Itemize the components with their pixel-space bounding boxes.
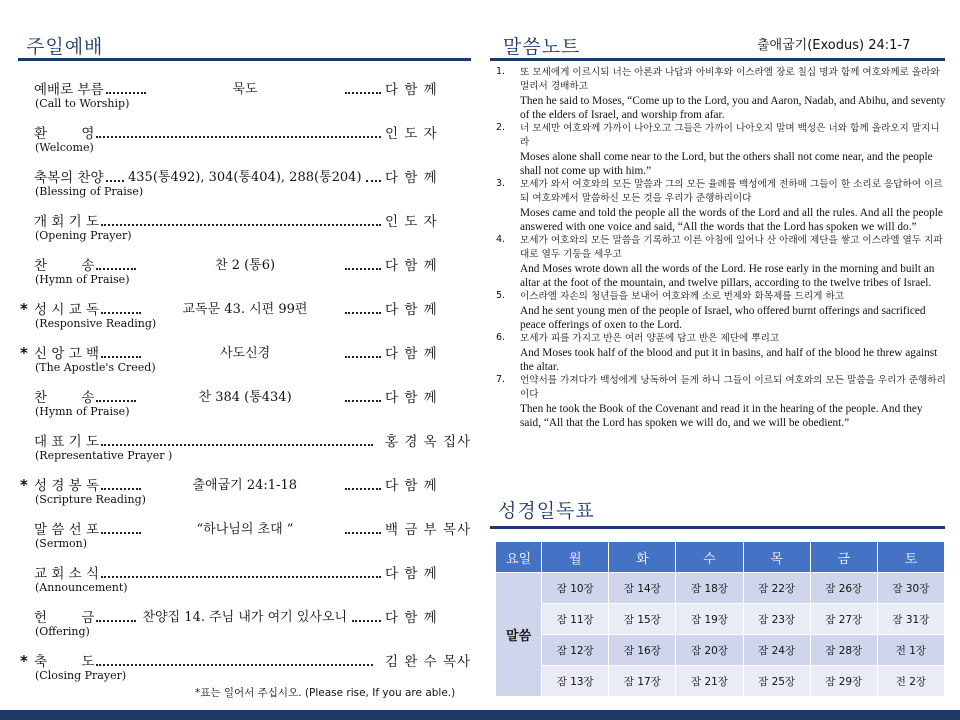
reading-cell: 잠 14장 — [609, 573, 676, 604]
verse-list — [496, 66, 946, 430]
reading-cell: 잠 23장 — [743, 604, 810, 635]
notes-title: 말씀노트 — [503, 36, 581, 58]
reading-row — [496, 573, 945, 604]
dot-leader — [101, 346, 141, 358]
worship-title-rule — [18, 58, 471, 61]
order-item-leader: 다 함 께 — [385, 346, 438, 362]
day-header: 토 — [877, 542, 944, 573]
reading-cell: 잠 11장 — [542, 604, 609, 635]
order-item-name: 교 회 소 식 — [34, 566, 100, 582]
dot-leader — [366, 170, 381, 182]
order-item-detail: “하나님의 초대 ” — [196, 522, 294, 537]
reading-cell: 잠 10장 — [542, 573, 609, 604]
reading-cell: 전 1장 — [877, 635, 944, 666]
dot-leader — [345, 258, 381, 270]
order-item-name: 예배로 부름 — [34, 82, 104, 98]
order-item — [20, 474, 460, 514]
order-item-leader: 인 도 자 — [385, 214, 438, 230]
order-item — [20, 430, 472, 470]
reading-cell: 잠 26장 — [810, 573, 877, 604]
order-item-english: (Blessing of Praise) — [35, 185, 144, 198]
verse-korean: 모세가 와서 여호와의 모든 말씀과 그의 모든 율례를 백성에게 전하매 그들이 한 소리로 응답하여 이르되 여호와께서 말씀하신 모든 것을 우리가 준행하리이다 — [520, 179, 943, 204]
order-item-leader: 다 함 께 — [385, 610, 438, 626]
verse-english: And he sent young men of the people of Israel, who offered burnt offerings and sacrificed peace offerings of oxen to the Lord. — [520, 305, 926, 331]
verse-number: 4. — [496, 234, 506, 245]
verse-korean: 너 모세만 여호와께 가까이 나아오고 그들은 가까이 나아오지 말며 백성은 너와 함께 올라오지 말지니라 — [520, 123, 940, 148]
order-item-name: 헌 금 — [34, 610, 95, 626]
reading-cell: 잠 29장 — [810, 666, 877, 697]
verse-korean: 또 모세에게 이르시되 너는 아론과 나답과 아비후와 이스라엘 장로 칠십 명과 함께 여호와께로 올라와 멀리서 경배하고 — [520, 67, 940, 92]
dot-leader — [101, 478, 141, 490]
order-item-english: (Opening Prayer) — [35, 229, 132, 242]
dot-leader — [106, 170, 124, 182]
verse-korean: 모세가 피를 가지고 반은 여러 양푼에 담고 반은 제단에 뿌리고 — [520, 333, 780, 344]
order-item-name: 축복의 찬양 — [34, 170, 104, 186]
reading-cell: 전 2장 — [877, 666, 944, 697]
verse-item — [496, 178, 946, 234]
order-item-name: 성 경 봉 독 — [34, 478, 100, 494]
reading-cell: 잠 21장 — [676, 666, 743, 697]
order-item-name: 찬 송 — [34, 390, 95, 406]
order-item — [20, 298, 460, 338]
order-item — [20, 650, 472, 690]
reading-title: 성경일독표 — [498, 500, 595, 522]
order-item — [20, 122, 460, 162]
required-stand-marker: * — [20, 652, 28, 670]
order-item — [20, 606, 460, 646]
reading-cell: 잠 19장 — [676, 604, 743, 635]
order-item-detail: 435(통492), 304(통404), 288(통204) — [128, 170, 362, 185]
reading-title-rule — [490, 526, 945, 529]
order-item — [20, 562, 460, 602]
day-header: 화 — [609, 542, 676, 573]
order-item — [20, 78, 460, 118]
order-item-english: (Call to Worship) — [35, 97, 130, 110]
order-item-detail: 찬 384 (통434) — [198, 390, 292, 405]
dot-leader — [96, 126, 381, 138]
order-item-english: (Offering) — [35, 625, 90, 638]
verse-number: 1. — [496, 66, 506, 77]
dot-leader — [101, 522, 141, 534]
order-item — [20, 518, 472, 558]
dot-leader — [101, 434, 373, 446]
order-item-english: (Scripture Reading) — [35, 493, 146, 506]
order-item-detail: 찬양집 14. 주님 내가 여기 있사오니 — [142, 610, 348, 625]
order-item-name: 찬 송 — [34, 258, 95, 274]
order-item — [20, 386, 460, 426]
order-item-leader: 다 함 께 — [385, 170, 438, 186]
verse-item — [496, 374, 946, 430]
dot-leader — [106, 82, 146, 94]
order-item — [20, 166, 460, 206]
reading-header-row — [496, 542, 945, 573]
reading-row — [496, 604, 945, 635]
reading-cell: 잠 15장 — [609, 604, 676, 635]
order-item-leader: 다 함 께 — [385, 82, 438, 98]
worship-title: 주일예배 — [26, 36, 104, 58]
required-stand-marker: * — [20, 344, 28, 362]
dot-leader — [101, 302, 141, 314]
order-item-name: 대 표 기 도 — [34, 434, 100, 450]
order-item-detail: 사도신경 — [220, 346, 271, 361]
order-item-english: (Representative Prayer ) — [35, 449, 173, 462]
day-header: 목 — [743, 542, 810, 573]
verse-korean: 모세가 여호와의 모든 말씀을 기록하고 이른 아침에 일어나 산 아래에 제단을 쌓고 이스라엘 열두 지파대로 열두 기둥을 세우고 — [520, 235, 943, 260]
reading-cell: 잠 16장 — [609, 635, 676, 666]
order-item-leader: 백 금 부 목사 — [385, 522, 472, 538]
order-item-name: 신 앙 고 백 — [34, 346, 100, 362]
dot-leader — [96, 610, 136, 622]
order-item-detail: 교독문 43. 시편 99편 — [182, 302, 308, 317]
verse-item — [496, 290, 946, 332]
reading-cell: 잠 30장 — [877, 573, 944, 604]
verse-number: 6. — [496, 332, 506, 343]
verse-number: 5. — [496, 290, 506, 301]
order-item-english: (Responsive Reading) — [35, 317, 157, 330]
order-item-detail: 묵도 — [232, 82, 258, 97]
order-item-name: 축 도 — [34, 654, 95, 670]
order-item-english: (Hymn of Praise) — [35, 273, 130, 286]
order-item-leader: 다 함 께 — [385, 258, 438, 274]
order-item-english: (Welcome) — [35, 141, 94, 154]
footer-bar — [0, 710, 960, 720]
verse-english: And Moses wrote down all the words of the Lord. He rose early in the morning and built an altar at the foot of the mountain, and twelve pillars, according to the twelve tribes of Israel. — [520, 263, 935, 289]
verse-number: 7. — [496, 374, 506, 385]
day-header: 수 — [676, 542, 743, 573]
day-header: 금 — [810, 542, 877, 573]
order-item — [20, 342, 460, 382]
verse-item — [496, 122, 946, 178]
day-header: 월 — [542, 542, 609, 573]
dot-leader — [352, 610, 382, 622]
reading-row — [496, 666, 945, 697]
reading-row-label: 말씀 — [496, 573, 542, 697]
verse-number: 3. — [496, 178, 506, 189]
reading-cell: 잠 31장 — [877, 604, 944, 635]
dot-leader — [96, 258, 136, 270]
order-item — [20, 254, 460, 294]
order-item-english: (Closing Prayer) — [35, 669, 127, 682]
order-item-leader: 다 함 께 — [385, 566, 438, 582]
dot-leader — [101, 566, 381, 578]
order-item-english: (Sermon) — [35, 537, 88, 550]
reading-cell: 잠 18장 — [676, 573, 743, 604]
verse-korean: 언약서를 가져다가 백성에게 낭독하여 듣게 하니 그들이 이르되 여호와의 모든 말씀을 우리가 준행하리이다 — [520, 375, 946, 400]
order-item-leader: 다 함 께 — [385, 478, 438, 494]
verse-english: Moses alone shall come near to the Lord, but the others shall not come near, and the people shall not come up with him.” — [520, 151, 933, 177]
order-item-name: 환 영 — [34, 126, 95, 142]
reading-cell: 잠 25장 — [743, 666, 810, 697]
verse-english: Then he said to Moses, “Come up to the Lord, you and Aaron, Nadab, and Abihu, and seventy of the elders of Israel, and worship from afar. — [520, 95, 946, 121]
required-stand-marker: * — [20, 300, 28, 318]
order-item — [20, 210, 460, 250]
required-stand-marker: * — [20, 476, 28, 494]
reading-plan-table — [495, 541, 945, 697]
dot-leader — [345, 522, 381, 534]
order-item-english: (Hymn of Praise) — [35, 405, 130, 418]
dot-leader — [345, 302, 381, 314]
verse-number: 2. — [496, 122, 506, 133]
order-item-leader: 다 함 께 — [385, 302, 438, 318]
order-item-name: 말 씀 선 포 — [34, 522, 100, 538]
order-item-english: (The Apostle's Creed) — [35, 361, 156, 374]
reading-cell: 잠 22장 — [743, 573, 810, 604]
order-item-leader: 인 도 자 — [385, 126, 438, 142]
verse-item — [496, 234, 946, 290]
dot-leader — [101, 214, 381, 226]
verse-item — [496, 66, 946, 122]
verse-english: Then he took the Book of the Covenant and read it in the hearing of the people. And they said, “All that the Lord has spoken we will do, and we will be obedient.” — [520, 403, 923, 429]
stand-footnote: *표는 일어서 주십시오. (Please rise, If you are able.) — [195, 687, 456, 699]
reading-cell: 잠 12장 — [542, 635, 609, 666]
reading-cell: 잠 17장 — [609, 666, 676, 697]
order-item-detail: 찬 2 (통6) — [215, 258, 276, 273]
dot-leader — [96, 390, 136, 402]
verse-korean: 이스라엘 자손의 청년들을 보내어 여호와께 소로 번제와 화목제를 드리게 하고 — [520, 291, 845, 302]
order-item-leader: 김 완 수 목사 — [385, 654, 472, 670]
reading-row — [496, 635, 945, 666]
verse-english: And Moses took half of the blood and put it in basins, and half of the blood he threw against the altar. — [520, 347, 938, 373]
reading-cell: 잠 24장 — [743, 635, 810, 666]
order-item-name: 개 회 기 도 — [34, 214, 100, 230]
order-item-english: (Announcement) — [35, 581, 128, 594]
scripture-reference: 출애굽기(Exodus) 24:1-7 — [757, 38, 911, 53]
reading-cell: 잠 28장 — [810, 635, 877, 666]
verse-item — [496, 332, 946, 374]
order-item-detail: 출애굽기 24:1-18 — [192, 478, 297, 493]
notes-title-rule — [490, 58, 945, 61]
dot-leader — [345, 346, 381, 358]
dot-leader — [345, 82, 381, 94]
dot-leader — [345, 478, 381, 490]
reading-cell: 잠 20장 — [676, 635, 743, 666]
reading-cell: 잠 13장 — [542, 666, 609, 697]
dot-leader — [345, 390, 381, 402]
verse-english: Moses came and told the people all the words of the Lord and all the rules. And all the people answered with one voice and said, “All the words that the Lord has spoken we will do.” — [520, 207, 943, 233]
order-item-leader: 다 함 께 — [385, 390, 438, 406]
order-item-leader: 홍 경 옥 집사 — [385, 434, 472, 450]
reading-cell: 잠 27장 — [810, 604, 877, 635]
order-item-name: 성 시 교 독 — [34, 302, 100, 318]
day-header: 요일 — [496, 542, 542, 573]
dot-leader — [96, 654, 373, 666]
